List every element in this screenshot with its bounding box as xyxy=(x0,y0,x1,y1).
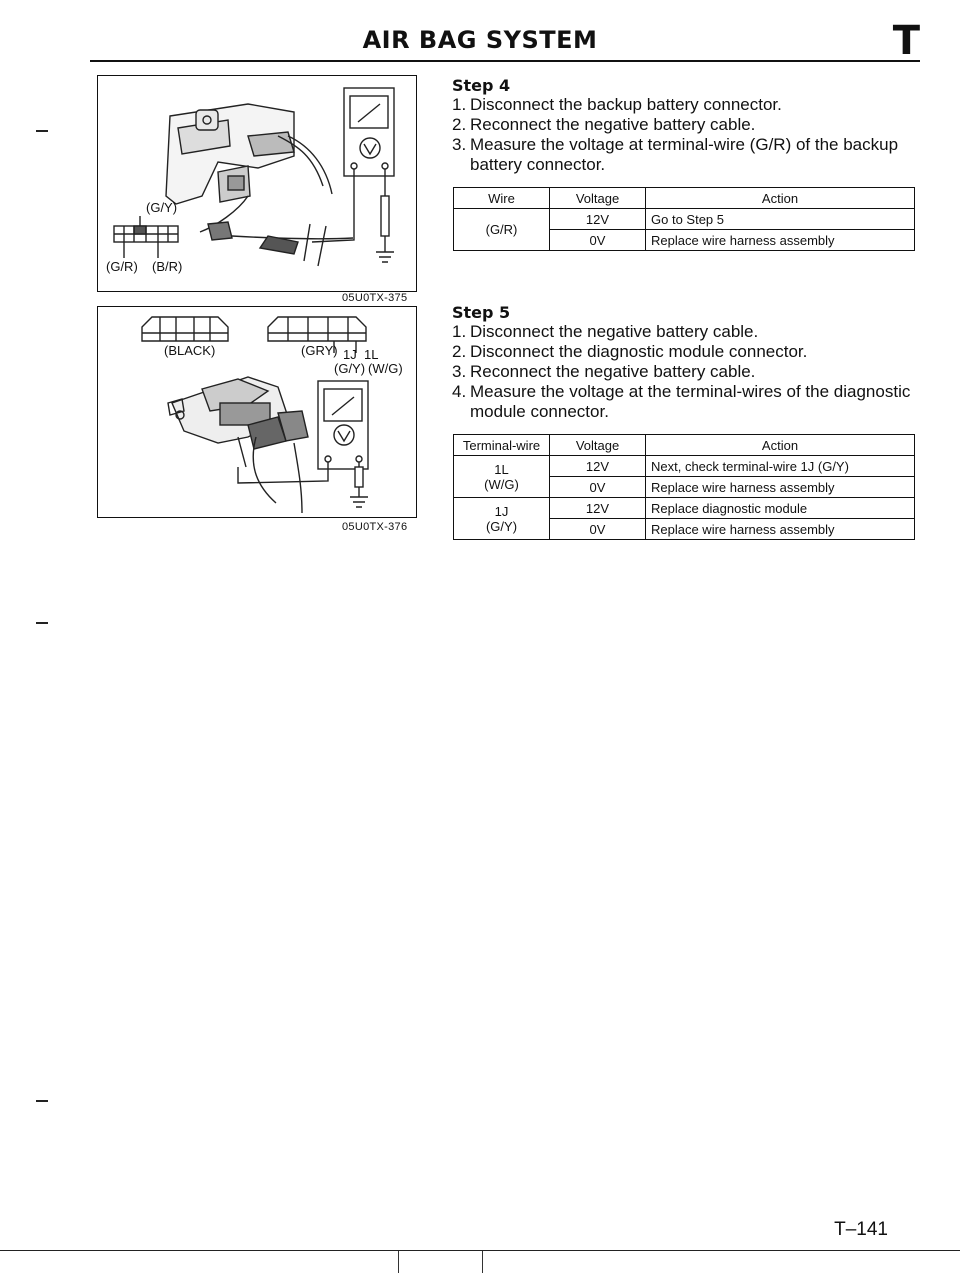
terminal-label-1l: 1L xyxy=(364,347,379,362)
terminal-cell xyxy=(454,456,550,498)
list-item: 2. Disconnect the diagnostic module connector. xyxy=(452,342,808,361)
figure-1-drawing xyxy=(98,76,416,291)
action-cell: Replace diagnostic module xyxy=(646,498,915,519)
header-rule xyxy=(90,60,920,62)
figure-backup-battery-connector xyxy=(97,75,417,292)
action-cell: Replace wire harness assembly xyxy=(646,230,915,251)
list-item: 1. Disconnect the negative battery cable. xyxy=(452,322,759,341)
terminal-id: 1J xyxy=(494,503,509,519)
terminal-cell: (G/R) xyxy=(454,209,550,251)
list-item-continuation: battery connector. xyxy=(470,155,606,174)
voltage-cell: 0V xyxy=(550,519,646,540)
wire-label-br: (B/R) xyxy=(152,259,183,274)
page-title: AIR BAG SYSTEM xyxy=(362,26,598,54)
list-item: 2. Reconnect the negative battery cable. xyxy=(452,115,756,134)
voltage-cell: 0V xyxy=(550,477,646,498)
list-item-continuation: module connector. xyxy=(470,402,609,421)
terminal-wire-color: (G/Y) xyxy=(485,518,518,534)
column-header: Action xyxy=(646,435,915,456)
column-header: Terminal-wire xyxy=(454,435,550,456)
figure-2-caption: 05U0TX-376 xyxy=(342,521,408,533)
table-row xyxy=(454,456,915,477)
footer-tick xyxy=(482,1251,483,1273)
step-instructions xyxy=(452,95,922,175)
list-item: 4. Measure the voltage at the terminal-wires of the diagnostic xyxy=(452,382,911,401)
step-4-block xyxy=(452,76,922,175)
page-number: T–141 xyxy=(834,1219,888,1240)
terminal-id: 1L xyxy=(494,461,509,477)
voltage-cell: 0V xyxy=(550,230,646,251)
column-header: Voltage xyxy=(550,435,646,456)
step-heading: Step 5 xyxy=(452,303,511,322)
column-header: Wire xyxy=(454,188,550,209)
section-letter: T xyxy=(892,18,920,64)
wire-label-gy: (G/Y) xyxy=(146,200,178,215)
margin-mark xyxy=(36,622,48,624)
wire-label-gr: (G/R) xyxy=(106,259,138,274)
step-5-table xyxy=(453,434,915,540)
list-item: 3. Reconnect the negative battery cable. xyxy=(452,362,756,381)
list-item: 3. Measure the voltage at terminal-wire (G/R) of the backup xyxy=(452,135,899,154)
action-cell: Replace wire harness assembly xyxy=(646,477,915,498)
margin-mark xyxy=(36,1100,48,1102)
connector-label-black: (BLACK) xyxy=(164,343,216,358)
table-row xyxy=(454,209,915,230)
voltage-cell: 12V xyxy=(550,209,646,230)
table-header-row xyxy=(454,188,915,209)
table-row xyxy=(454,498,915,519)
terminal-wire-color: (W/G) xyxy=(484,476,519,492)
action-cell: Replace wire harness assembly xyxy=(646,519,915,540)
step-heading: Step 4 xyxy=(452,76,511,95)
step-instructions xyxy=(452,322,922,422)
figure-2-drawing xyxy=(98,307,416,517)
voltage-cell: 12V xyxy=(550,456,646,477)
connector-label-gry: (GRY) xyxy=(301,343,338,358)
step-5-block xyxy=(452,303,922,422)
wire-label-wg: (W/G) xyxy=(368,361,403,376)
footer-rule xyxy=(0,1250,960,1251)
step-4-table xyxy=(453,187,915,251)
action-cell: Next, check terminal-wire 1J (G/Y) xyxy=(646,456,915,477)
figure-1-caption: 05U0TX-375 xyxy=(342,292,408,304)
figure-diagnostic-module-connector xyxy=(97,306,417,518)
terminal-cell xyxy=(454,498,550,540)
footer-tick xyxy=(398,1251,399,1273)
column-header: Action xyxy=(646,188,915,209)
list-item: 1. Disconnect the backup battery connector. xyxy=(452,95,782,114)
voltage-cell: 12V xyxy=(550,498,646,519)
action-cell: Go to Step 5 xyxy=(646,209,915,230)
column-header: Voltage xyxy=(550,188,646,209)
margin-mark xyxy=(36,130,48,132)
terminal-label-1j: 1J xyxy=(343,347,357,362)
wire-label-gy: (G/Y) xyxy=(334,361,366,376)
table-header-row xyxy=(454,435,915,456)
